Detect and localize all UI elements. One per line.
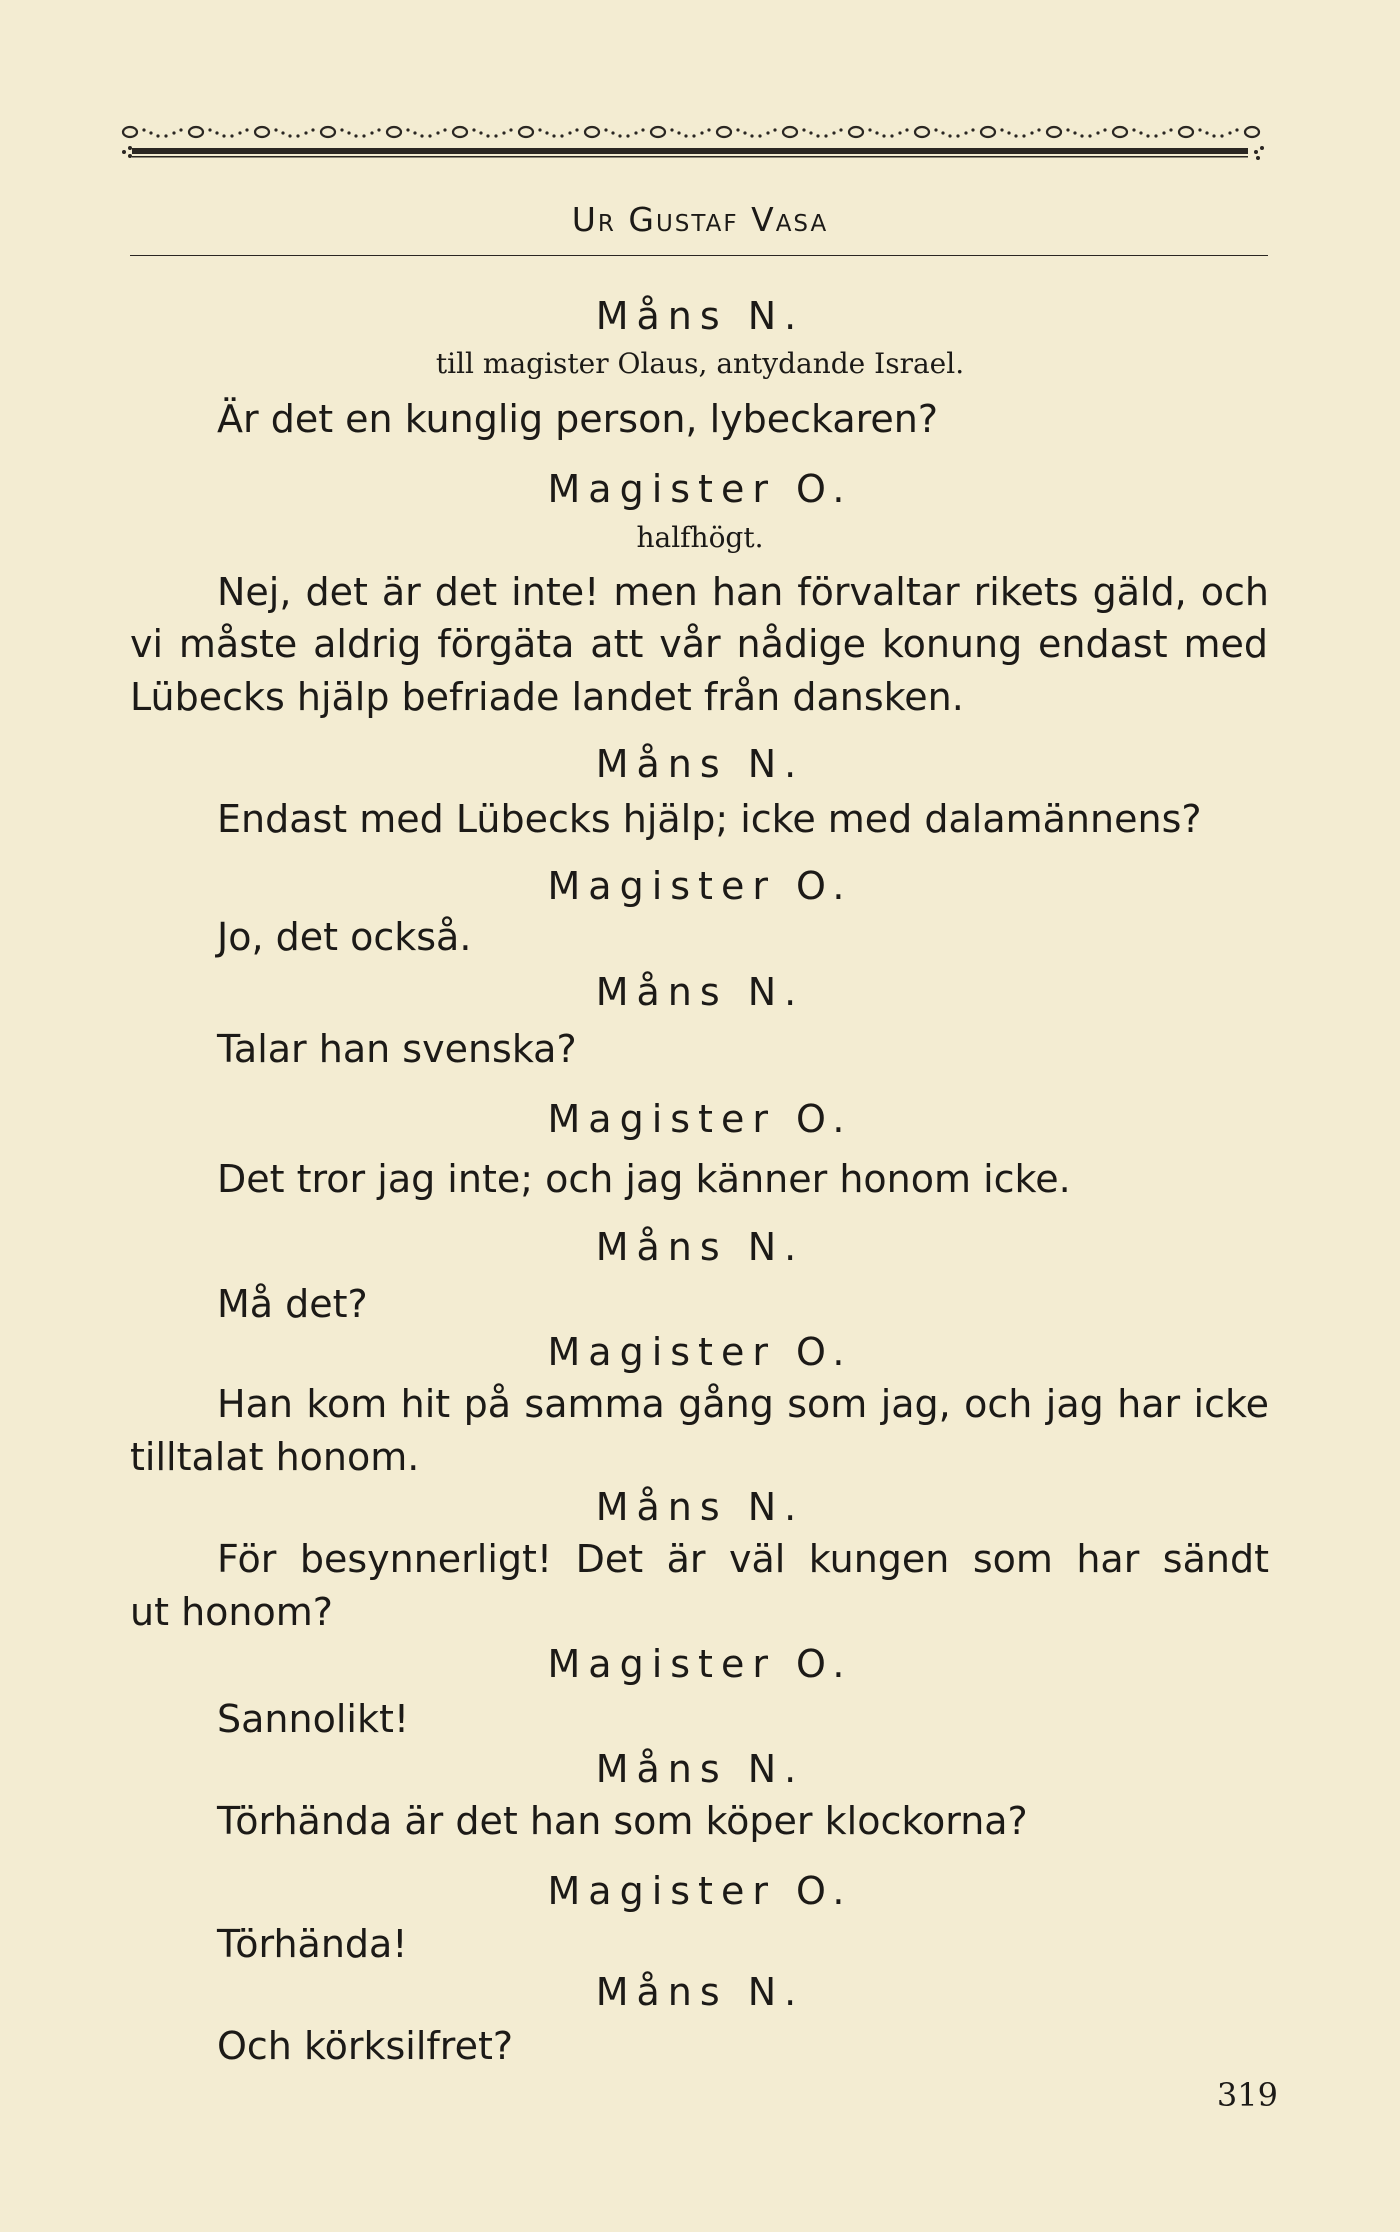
speaker-name: Magister O. <box>547 864 853 908</box>
stage-direction: halfhögt. <box>636 521 764 554</box>
speaker-name: Måns N. <box>595 1970 805 2014</box>
dialogue-line: Nej, det är det inte! men han förvaltar rikets gäld, och <box>217 570 1269 614</box>
running-head: Ur Gustaf Vasa <box>571 200 829 239</box>
speaker-name: Magister O. <box>547 1097 853 1141</box>
stage-direction: till magister Olaus, antydande Israel. <box>435 347 965 380</box>
dialogue-line: ut honom? <box>130 1590 333 1634</box>
dialogue-line: tilltalat honom. <box>130 1435 420 1479</box>
dialogue-line: Talar han svenska? <box>217 1027 577 1071</box>
speaker-name: Magister O. <box>547 1642 853 1686</box>
speaker-name: Magister O. <box>547 1869 853 1913</box>
speaker-name: Måns N. <box>595 294 805 338</box>
speaker-name: Magister O. <box>547 1330 853 1374</box>
dialogue-line: Det tror jag inte; och jag känner honom icke. <box>217 1157 1071 1201</box>
dialogue-line: Jo, det också. <box>217 915 472 959</box>
dialogue-line: vi måste aldrig förgäta att vår nådige konung endast med <box>130 622 1268 666</box>
dialogue-line: Och körksilfret? <box>217 2024 514 2068</box>
dialogue-line: Är det en kunglig person, lybeckaren? <box>217 397 939 441</box>
dialogue-line: Må det? <box>217 1282 368 1326</box>
speaker-name: Magister O. <box>547 467 853 511</box>
speaker-name: Måns N. <box>595 742 805 786</box>
dialogue-line: Törhända är det han som köper klockorna? <box>217 1799 1028 1843</box>
page-number: 319 <box>1216 2076 1278 2114</box>
speaker-name: Måns N. <box>595 1747 805 1791</box>
speaker-name: Måns N. <box>595 1225 805 1269</box>
speaker-name: Måns N. <box>595 1485 805 1529</box>
ornamental-border <box>118 118 1268 174</box>
dialogue-line: För besynnerligt! Det är väl kungen som har sändt <box>217 1537 1269 1581</box>
dialogue-line: Sannolikt! <box>217 1697 410 1741</box>
dialogue-line: Endast med Lübecks hjälp; icke med dalamännens? <box>217 797 1202 841</box>
header-rule <box>130 255 1268 256</box>
dialogue-line: Törhända! <box>217 1922 408 1966</box>
dialogue-line: Han kom hit på samma gång som jag, och jag har icke <box>217 1382 1269 1426</box>
dialogue-line: Lübecks hjälp befriade landet från dansken. <box>130 675 964 719</box>
speaker-name: Måns N. <box>595 970 805 1014</box>
